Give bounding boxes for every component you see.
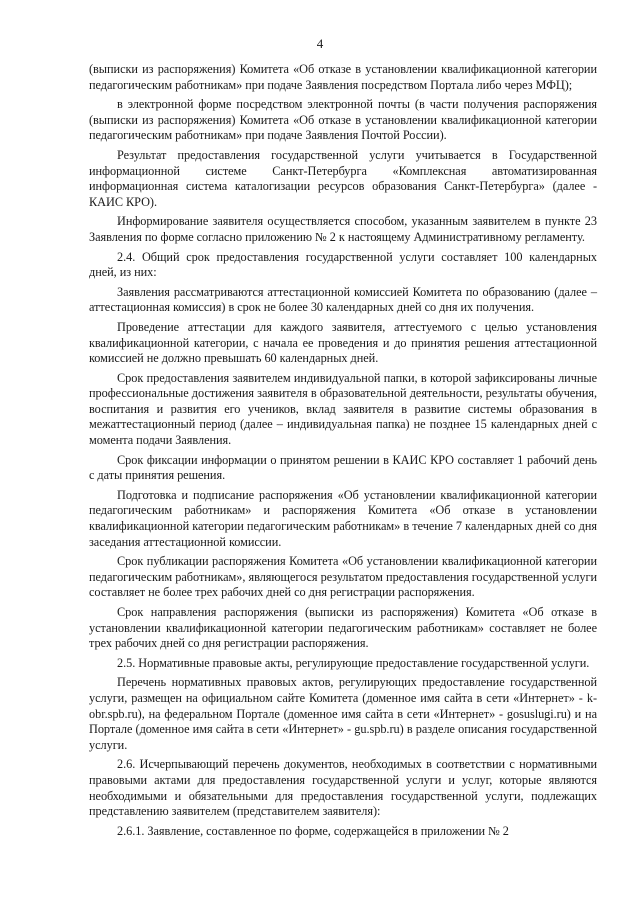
section-2-4-paragraph: 2.4. Общий срок предоставления государственной услуги составляет 100 календарных дней, из них:: [89, 249, 597, 280]
paragraph: в электронной форме посредством электронной почты (в части получения распоряжения (выписки из распоряжения) Комитета «Об отказе в установлении квалификационной категории педагогическим работникам» при подаче Заявления Почтой России).: [89, 97, 597, 143]
page-number: 4: [316, 36, 324, 51]
paragraph: Заявления рассматриваются аттестационной комиссией Комитета по образованию (далее – аттестационная комиссия) в срок не более 30 календарных дней со дня их получения.: [89, 284, 597, 315]
paragraph: Срок предоставления заявителем индивидуальной папки, в которой зафиксированы личные профессиональные достижения заявителя в образовательной деятельности, результаты обучения, воспитания и развития его учеников, вклад заявителя в развитие системы образования в межаттестационный период (далее – индивидуальная папка) не позднее 15 календарных дней с момента подачи Заявления.: [89, 370, 597, 448]
paragraph: Срок фиксации информации о принятом решении в КАИС КРО составляет 1 рабочий день с даты принятия решения.: [89, 452, 597, 483]
paragraph: Информирование заявителя осуществляется способом, указанным заявителем в пункте 23 Заявления по форме согласно приложению № 2 к настоящему Административному регламенту.: [89, 214, 597, 244]
paragraph: Срок публикации распоряжения Комитета «Об установлении квалификационной категории педагогическим работникам», являющегося результатом предоставления государственной услуги составляет не более трех рабочих дней со дня регистрации распоряжения.: [89, 554, 597, 600]
paragraph: Подготовка и подписание распоряжения «Об установлении квалификационной категории педагогическим работникам» и распоряжения Комитета «Об отказе в установлении квалификационной категории педагогическим работникам» в течение 7 календарных дней со дня заседания аттестационной комиссии.: [89, 487, 597, 549]
paragraph: (выписки из распоряжения) Комитета «Об отказе в установлении квалификационной категории педагогическим работникам» при подаче Заявления посредством Портала либо через МФЦ);: [89, 62, 597, 92]
paragraph: Проведение аттестации для каждого заявителя, аттестуемого с целью установления квалификационной категории, с начала ее проведения и до принятия решения аттестационной комиссией не должно превышать 60 календарных дней.: [89, 319, 597, 366]
section-2-6-1-paragraph: 2.6.1. Заявление, составленное по форме, содержащейся в приложении № 2: [117, 823, 509, 838]
paragraph: Срок направления распоряжения (выписки из распоряжения) Комитета «Об отказе в установлении квалификационной категории педагогическим работникам» составляет не более трех рабочих дней со дня регистрации распоряжения.: [89, 605, 597, 651]
section-2-6-paragraph: 2.6. Исчерпывающий перечень документов, необходимых в соответствии с нормативными правовыми актами для предоставления государственной услуги и услуг, которые являются необходимыми и обязательными для предоставления государственной услуги, подлежащих представлению заявителем (представителем заявителя):: [89, 757, 597, 819]
document-body: [89, 62, 597, 843]
section-2-5-heading: 2.5. Нормативные правовые акты, регулирующие предоставление государственной услуги.: [117, 655, 590, 670]
paragraph: Результат предоставления государственной услуги учитывается в Государственной информационной системе Санкт-Петербурга «Комплексная автоматизированная информационная система каталогизации ресурсов образования Санкт-Петербурга» (далее - КАИС КРО).: [89, 147, 597, 209]
paragraph: Перечень нормативных правовых актов, регулирующих предоставление государственной услуги, размещен на официальном сайте Комитета (доменное имя сайта в сети «Интернет» - k-obr.spb.ru), на федеральном Портале (доменное имя сайта в сети «Интернет» - gosuslugi.ru) и на Портале (доменное имя сайта в сети «Интернет» - gu.spb.ru) в разделе описания государственной услуги.: [89, 675, 597, 752]
